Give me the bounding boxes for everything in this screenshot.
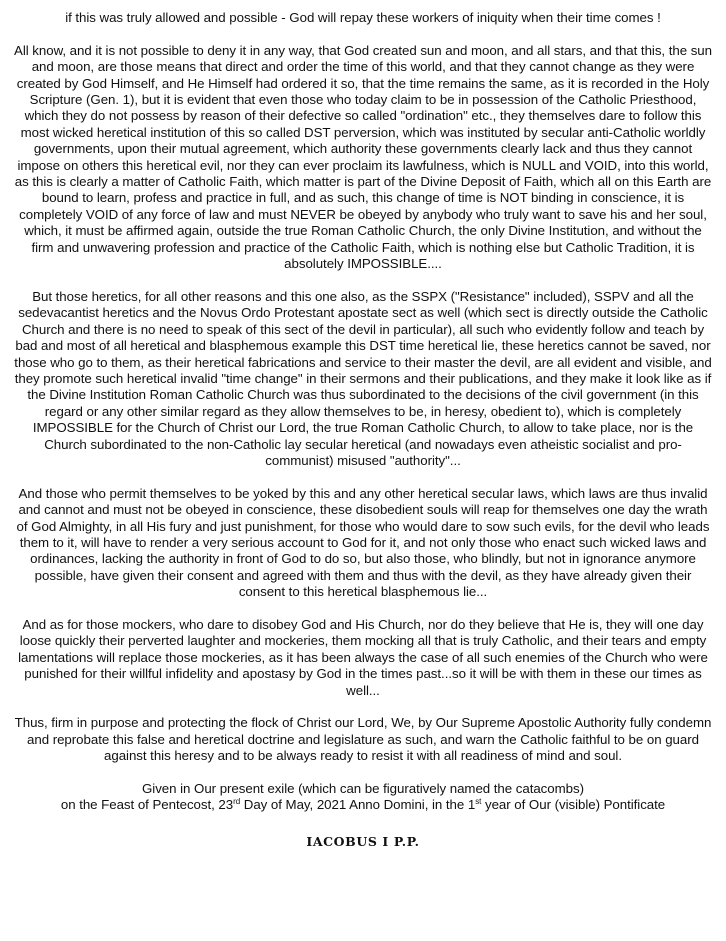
paragraph-sun-and-moon: All know, and it is not possible to deny it in any way, that God created sun and moon, and all stars, and that this, the sun and moon, are those means that direct and order the time of this world, and that they cannot change as they were created by God Himself, and He Himself had ordered it so, that the time remains the same, as it is recorded in the Holy Scripture (Gen. 1), but it is evident that even those who today claim to be in possession of the Catholic Priesthood, which they do not possess by reason of their defective so called "ordination" etc., they themselves dare to follow this most wicked heretical institution of this so called DST perversion, which was instituted by secular anti-Catholic worldly governments, upon their mutual agreement, which authority these governments clearly lack and thus they cannot impose on others this heretical evil, nor they can ever proclaim its lawfulness, which is NULL and VOID, into this world, as this is clearly a matter of Catholic Faith, which matter is part of the Divine Deposit of Faith, which all on this Earth are bound to learn, profess and practice in full, and as such, this change of time is NOT binding in conscience, it is completely VOID of any force of law and must NEVER be obeyed by anybody who truly want to save his and her soul, which, it must be affirmed again, outside the true Roman Catholic Church, the only Divine Institution, and without the firm and unwavering profession and practice of the Catholic Faith, which is nothing else but Catholic Tradition, it is absolutely IMPOSSIBLE.... xyxy=(14,42,712,272)
paragraph-mockers: And as for those mockers, who dare to disobey God and His Church, nor do they believe that He is, they will one day loose quickly their perverted laughter and mockeries, them mocking all that is truly Catholic, and their tears and empty lamentations will replace those mockeries, as it has been always the case of all such enemies of the Church who were punished for their willful infidelity and apostasy by God in the times past...so it will be with them in these our times as well... xyxy=(18,616,708,698)
paragraph-yoked: And those who permit themselves to be yoked by this and any other heretical secular laws, which laws are thus invalid and cannot and must not be obeyed in conscience, these disobedient souls will reap for themselves one day the wrath of God Almighty, in all His fury and just punishment, for those who would dare to sow such evils, for the devil who leads them to it, will have to render a very serious account to God for it, and not only those who enact such wicked laws and ordinances, lacking the authority in front of God to do so, but also those, who blindly, but not in ignorance anymore possible, have given their consent and agreed with them and thus with the devil, as they have already given their consent to this heretical blasphemous lie... xyxy=(16,485,710,600)
paragraph-intro: if this was truly allowed and possible - God will repay these workers of iniquity when their time comes ! xyxy=(65,10,661,25)
paragraph-condemnation: Thus, firm in purpose and protecting the flock of Christ our Lord, We, by Our Supreme Apostolic Authority fully condemn and reprobate this false and heretical doctrine and legislature as such, and warn the Catholic faithful to be on guard against this heresy and to be always ready to resist it with all readiness of mind and soul. xyxy=(14,715,712,764)
paragraph-heretics: But those heretics, for all other reasons and this one also, as the SSPX ("Resistance" included), SSPV and all the sedevacantist heretics and the Novus Ordo Protestant apostate sect as well (which sect is directly outside the Catholic Church and there is no need to speak of this sect of the devil in particular), all such who evidently follow and teach by bad and most of all heretical and blasphemous example this DST time heretical lie, these heretics cannot be saved, nor those who go to them, as their heretical fabrications and service to their master the devil, are all evident and visible, and they promote such heretical invalid "time change" in their sermons and their publications, and they make it look like as if the Divine Institution Roman Catholic Church was thus subordinated to the decisions of the civil government (in this regard or any other similar regard as they allow themselves to be, in heresy, obedient to), which is completely IMPOSSIBLE for the Church of Christ our Lord, the true Roman Catholic Church, to allow to take place, nor is the Church subordinated to the non-Catholic lay secular heretical (and nowadays even atheistic socialist and pro-communist) misused "authority"... xyxy=(14,288,712,468)
document-body xyxy=(14,10,712,850)
given-line-2 xyxy=(61,797,665,812)
given-line-1: Given in Our present exile (which can be figuratively named the catacombs) xyxy=(142,781,584,796)
ordinal-suffix-st: st xyxy=(475,797,482,807)
ordinal-suffix-rd: rd xyxy=(233,797,241,807)
given-line-2-part-a: on the Feast of Pentecost, 23 xyxy=(60,797,234,813)
given-block xyxy=(14,781,712,814)
given-line-2-part-b: Day of May, 2021 Anno Domini, in the 1 xyxy=(240,797,476,813)
signature: IACOBUS I P.P. xyxy=(306,833,420,849)
given-line-2-part-c: year of Our (visible) Pontificate xyxy=(481,797,666,813)
